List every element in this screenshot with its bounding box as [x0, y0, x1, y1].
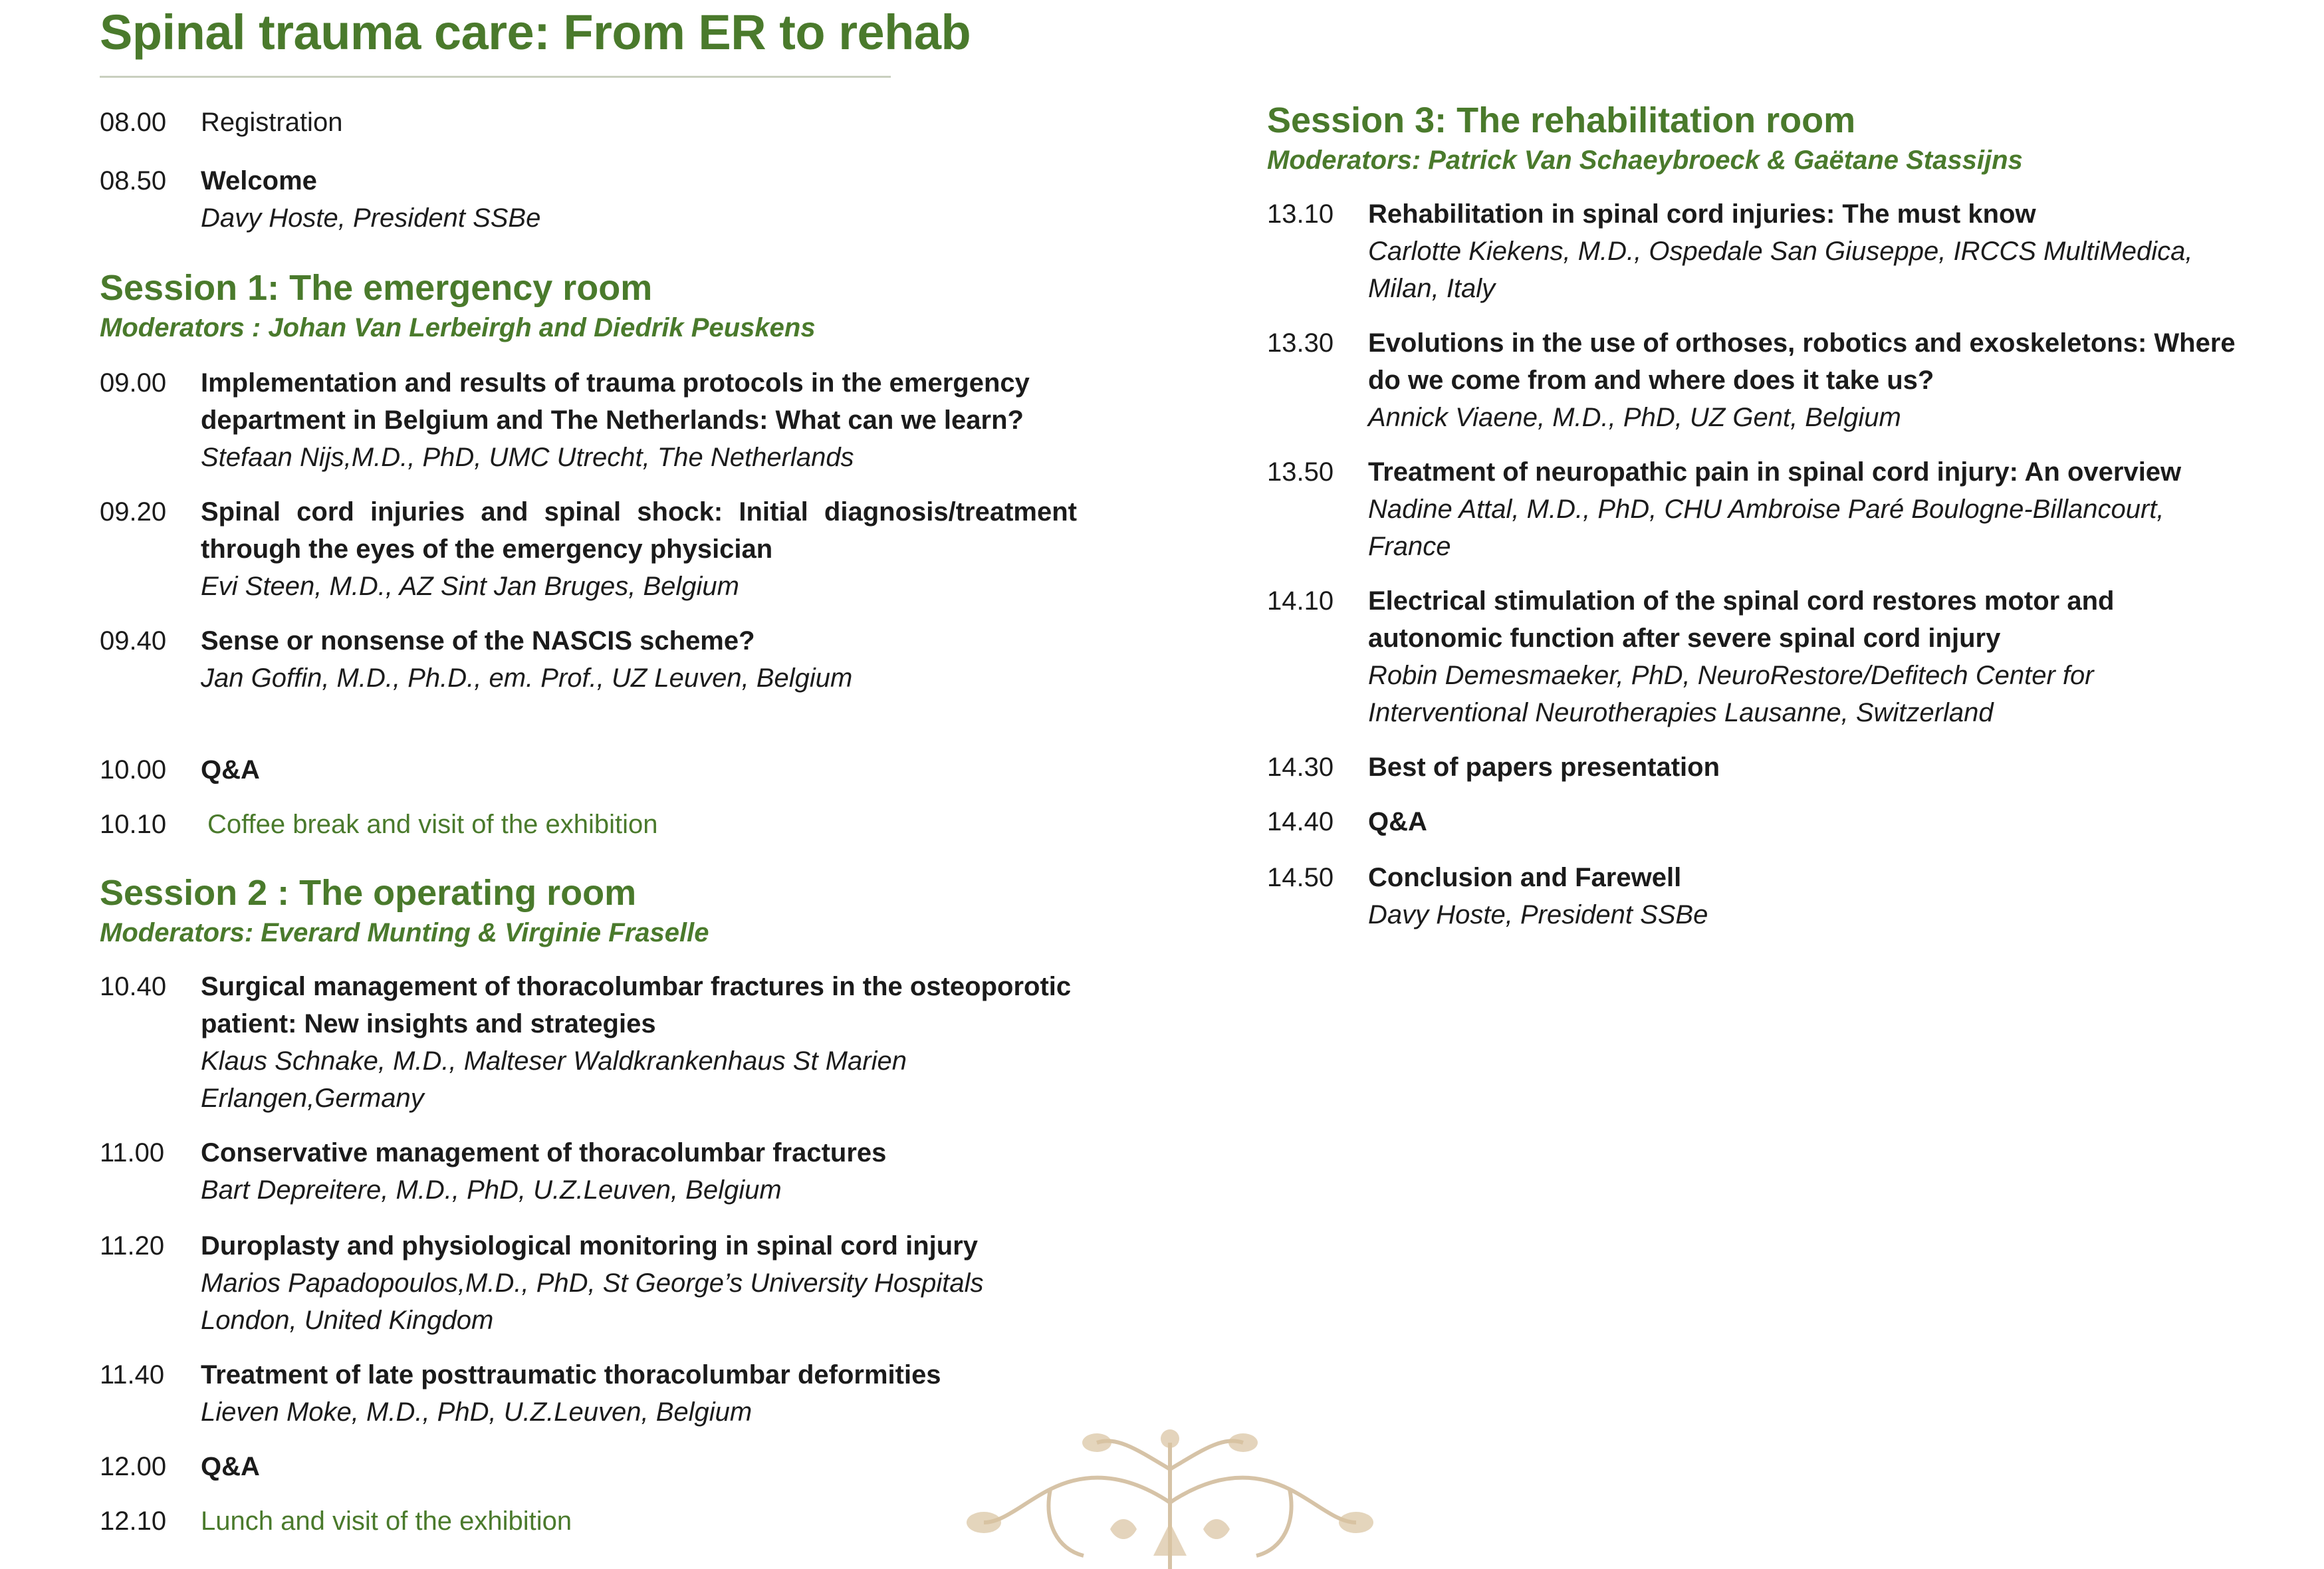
- item-time: 14.40: [1267, 807, 1334, 836]
- item-time: 13.50: [1267, 457, 1334, 487]
- item-time: 14.10: [1267, 586, 1334, 616]
- item-title: Evolutions in the use of orthoses, robotics and exoskeletons: Where do we come from and where does it take us?: [1368, 328, 2236, 395]
- program-item: [1267, 195, 2251, 307]
- item-time: 11.00: [100, 1138, 165, 1167]
- program-item: [100, 1134, 1077, 1209]
- item-title: Treatment of late posttraumatic thoracolumbar deformities: [201, 1360, 941, 1389]
- item-time: 14.30: [1267, 753, 1334, 782]
- item-title: Electrical stimulation of the spinal cord restores motor and autonomic function after severe spinal cord injury: [1368, 586, 2115, 653]
- program-item-farewell: [1267, 859, 2251, 933]
- program-item: [1267, 749, 2251, 786]
- item-speaker: Davy Hoste, President SSBe: [201, 203, 541, 233]
- floral-ornament-icon: [917, 1423, 1423, 1569]
- session-moderators: Moderators: Everard Munting & Virginie Fraselle: [100, 918, 709, 947]
- item-title: Treatment of neuropathic pain in spinal cord injury: An overview: [1368, 457, 2182, 487]
- item-time: 11.20: [100, 1231, 165, 1261]
- item-speaker: Lieven Moke, M.D., PhD, U.Z.Leuven, Belgium: [201, 1397, 753, 1427]
- item-time: 13.30: [1267, 328, 1334, 358]
- item-title: Q&A: [201, 755, 260, 784]
- item-title: Welcome: [201, 166, 317, 195]
- session-1-header: [100, 266, 1077, 346]
- program-item: [100, 622, 1077, 697]
- item-title: Registration: [201, 108, 343, 137]
- program-item: [100, 1356, 1077, 1431]
- page-title: Spinal trauma care: From ER to rehab: [100, 5, 971, 60]
- item-title: Lunch and visit of the exhibition: [201, 1507, 572, 1536]
- program-item-welcome: [100, 162, 1077, 237]
- item-time: 08.00: [100, 108, 167, 137]
- item-title: Duroplasty and physiological monitoring in spinal cord injury: [201, 1231, 979, 1261]
- item-time: 09.20: [100, 497, 167, 527]
- item-speaker: Bart Depreitere, M.D., PhD, U.Z.Leuven, Belgium: [201, 1175, 782, 1205]
- item-speaker: Davy Hoste, President SSBe: [1368, 900, 1708, 929]
- session-moderators: Moderators : Johan Van Lerbeirgh and Diedrik Peuskens: [100, 313, 816, 342]
- item-speaker: Nadine Attal, M.D., PhD, CHU Ambroise Paré Boulogne-Billancourt, France: [1368, 495, 2164, 561]
- program-item: [100, 364, 1077, 476]
- session-title: Session 1: The emergency room: [100, 268, 653, 308]
- item-speaker: Evi Steen, M.D., AZ Sint Jan Bruges, Belgium: [201, 572, 739, 601]
- item-time: 10.10: [100, 810, 167, 839]
- item-speaker: Carlotte Kiekens, M.D., Ospedale San Giuseppe, IRCCS MultiMedica, Milan, Italy: [1368, 237, 2193, 303]
- session-moderators: Moderators: Patrick Van Schaeybroeck & Gaëtane Stassijns: [1267, 146, 2023, 175]
- session-title: Session 2 : The operating room: [100, 873, 637, 913]
- item-title: Surgical management of thoracolumbar fractures in the osteoporotic patient: New insights and strategies: [201, 972, 1072, 1038]
- item-time: 08.50: [100, 166, 167, 195]
- item-speaker: Jan Goffin, M.D., Ph.D., em. Prof., UZ Leuven, Belgium: [201, 664, 853, 693]
- item-time: 11.40: [100, 1360, 165, 1389]
- item-speaker: Annick Viaene, M.D., PhD, UZ Gent, Belgium: [1368, 403, 1901, 432]
- program-item: [1267, 582, 2251, 731]
- item-speaker: Stefaan Nijs,M.D., PhD, UMC Utrecht, The Netherlands: [201, 443, 854, 472]
- program-item-qa: [1267, 803, 2251, 840]
- item-time: 12.00: [100, 1452, 167, 1481]
- item-title: Sense or nonsense of the NASCIS scheme?: [201, 626, 755, 656]
- program-item-registration: [100, 104, 1077, 141]
- program-item: [100, 1227, 1077, 1339]
- program-item-break: [100, 806, 1077, 843]
- item-time: 09.40: [100, 626, 167, 656]
- session-title: Session 3: The rehabilitation room: [1267, 100, 1856, 140]
- program-item: [1267, 453, 2251, 565]
- item-title: Best of papers presentation: [1368, 753, 1720, 782]
- item-title: Coffee break and visit of the exhibition: [207, 810, 658, 839]
- item-time: 14.50: [1267, 863, 1334, 892]
- item-time: 12.10: [100, 1507, 167, 1536]
- item-speaker: Robin Demesmaeker, PhD, NeuroRestore/Defitech Center for Interventional Neurotherapies Lausanne, Switzerland: [1368, 661, 2094, 727]
- item-speaker: Klaus Schnake, M.D., Malteser Waldkrankenhaus St Marien Erlangen,Germany: [201, 1046, 907, 1113]
- program-item: [1267, 324, 2251, 436]
- item-title: Q&A: [1368, 807, 1427, 836]
- title-divider: [100, 76, 891, 78]
- item-title: Rehabilitation in spinal cord injuries: The must know: [1368, 199, 2036, 229]
- item-speaker: Marios Papadopoulos,M.D., PhD, St George’s University Hospitals London, United Kingdom: [201, 1268, 984, 1335]
- item-title: Q&A: [201, 1452, 260, 1481]
- item-time: 10.00: [100, 755, 167, 784]
- item-title: Conclusion and Farewell: [1368, 863, 1682, 892]
- item-title: Implementation and results of trauma protocols in the emergency department in Belgium and The Netherlands: What can we learn?: [201, 368, 1030, 435]
- program-item: [100, 493, 1077, 605]
- program-item-qa: [100, 751, 1077, 788]
- item-time: 13.10: [1267, 199, 1334, 229]
- item-time: 09.00: [100, 368, 167, 398]
- session-2-header: [100, 871, 1077, 951]
- session-3-header: [1267, 98, 2251, 178]
- item-time: 10.40: [100, 972, 167, 1001]
- item-title: Conservative management of thoracolumbar fractures: [201, 1138, 887, 1167]
- item-title: Spinal cord injuries and spinal shock: Initial diagnosis/treatment through the eyes of the emergency physician: [201, 497, 1077, 564]
- program-item: [100, 968, 1077, 1117]
